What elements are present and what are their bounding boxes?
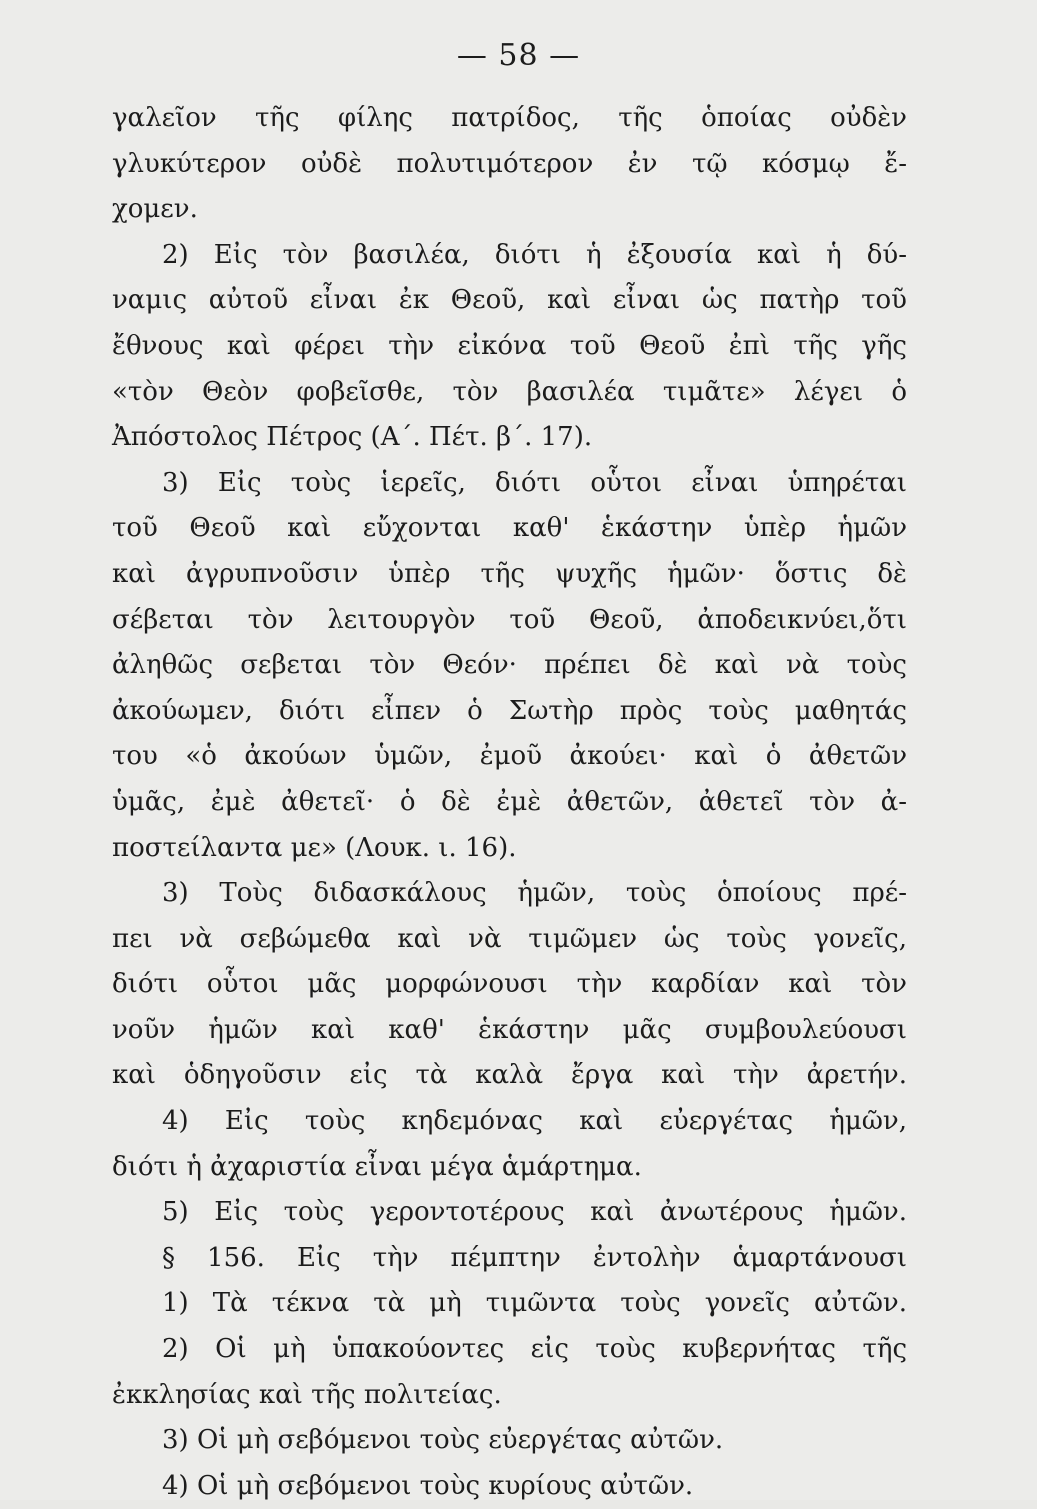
text-line: ἀληθῶς σεβεται τὸν Θεόν· πρέπει δὲ καὶ νὰ τοὺς (112, 650, 907, 681)
text-line: «τὸν Θεὸν φοβεῖσθε, τὸν βασιλέα τιμᾶτε» λέγει ὁ (112, 376, 907, 407)
text-line: Ἀπόστολος Πέτρος (Α΄. Πέτ. β΄. 17). (112, 422, 593, 453)
text-line: § 156. Εἰς τὴν πέμπτην ἐντολὴν ἁμαρτάνουσι (162, 1242, 907, 1273)
text-line: διότι ἡ ἀχαριστία εἶναι μέγα ἁμάρτημα. (112, 1151, 642, 1182)
text-line: ἀκούωμεν, διότι εἶπεν ὁ Σωτὴρ πρὸς τοὺς μαθητάς (112, 695, 907, 726)
text-line: γλυκύτερον οὐδὲ πολυτιμότερον ἐν τῷ κόσμῳ ἔ- (112, 148, 907, 179)
text-line: του «ὁ ἀκούων ὑμῶν, ἐμοῦ ἀκούει· καὶ ὁ ἀθετῶν (112, 741, 907, 772)
text-line: ὑμᾶς, ἐμὲ ἀθετεῖ· ὁ δὲ ἐμὲ ἀθετῶν, ἀθετεῖ τὸν ἀ- (112, 786, 907, 817)
text-line: ναμις αὐτοῦ εἶναι ἐκ Θεοῦ, καὶ εἶναι ὡς πατὴρ τοῦ (112, 285, 907, 316)
text-line: 4) Οἱ μὴ σεβόμενοι τοὺς κυρίους αὐτῶν. (162, 1470, 694, 1501)
text-line: 5) Εἰς τοὺς γεροντοτέρους καὶ ἀνωτέρους ἡμῶν. (162, 1197, 907, 1228)
text-line: διότι οὗτοι μᾶς μορφώνουσι τὴν καρδίαν καὶ τὸν (112, 969, 907, 1000)
text-line: σέβεται τὸν λειτουργὸν τοῦ Θεοῦ, ἀποδεικνύει,ὅτι (112, 604, 907, 635)
text-line: 3) Εἰς τοὺς ἱερεῖς, διότι οὗτοι εἶναι ὑπηρέται (162, 467, 907, 498)
body-text (112, 96, 907, 1509)
text-line: 4) Εἰς τοὺς κηδεμόνας καὶ εὐεργέτας ἡμῶν, (162, 1106, 907, 1137)
page-number: — 58 — (456, 38, 581, 73)
text-line: χομεν. (112, 194, 198, 225)
text-line: 3) Οἱ μὴ σεβόμενοι τοὺς εὐεργέτας αὐτῶν. (162, 1425, 724, 1456)
text-line: ἔθνους καὶ φέρει τὴν εἰκόνα τοῦ Θεοῦ ἐπὶ τῆς γῆς (112, 330, 907, 361)
text-line: ποστείλαντα με» (Λουκ. ι. 16). (112, 832, 517, 863)
text-line: γαλεῖον τῆς φίλης πατρίδος, τῆς ὁποίας οὐδὲν (112, 103, 907, 133)
text-line: νοῦν ἡμῶν καὶ καθ' ἑκάστην μᾶς συμβουλεύουσι (112, 1014, 907, 1045)
text-line: 1) Τὰ τέκνα τὰ μὴ τιμῶντα τοὺς γονεῖς αὐτῶν. (162, 1288, 907, 1319)
text-line: 2) Οἱ μὴ ὑπακούοντες εἰς τοὺς κυβερνήτας τῆς (162, 1334, 907, 1365)
text-line: 2) Εἰς τὸν βασιλέα, διότι ἡ ἐξουσία καὶ ἡ δύ- (162, 239, 907, 270)
text-line: 3) Τοὺς διδασκάλους ἡμῶν, τοὺς ὁποίους πρέ- (162, 878, 907, 909)
text-line: πει νὰ σεβώμεθα καὶ νὰ τιμῶμεν ὡς τοὺς γονεῖς, (112, 923, 907, 954)
text-line: καὶ ἀγρυπνοῦσιν ὑπὲρ τῆς ψυχῆς ἡμῶν· ὅστις δὲ (112, 558, 907, 589)
text-line: ἐκκλησίας καὶ τῆς πολιτείας. (112, 1379, 502, 1410)
text-line: τοῦ Θεοῦ καὶ εὔχονται καθ' ἑκάστην ὑπὲρ ἡμῶν (112, 513, 907, 544)
text-line: καὶ ὁδηγοῦσιν εἰς τὰ καλὰ ἔργα καὶ τὴν ἀρετήν. (112, 1060, 907, 1091)
